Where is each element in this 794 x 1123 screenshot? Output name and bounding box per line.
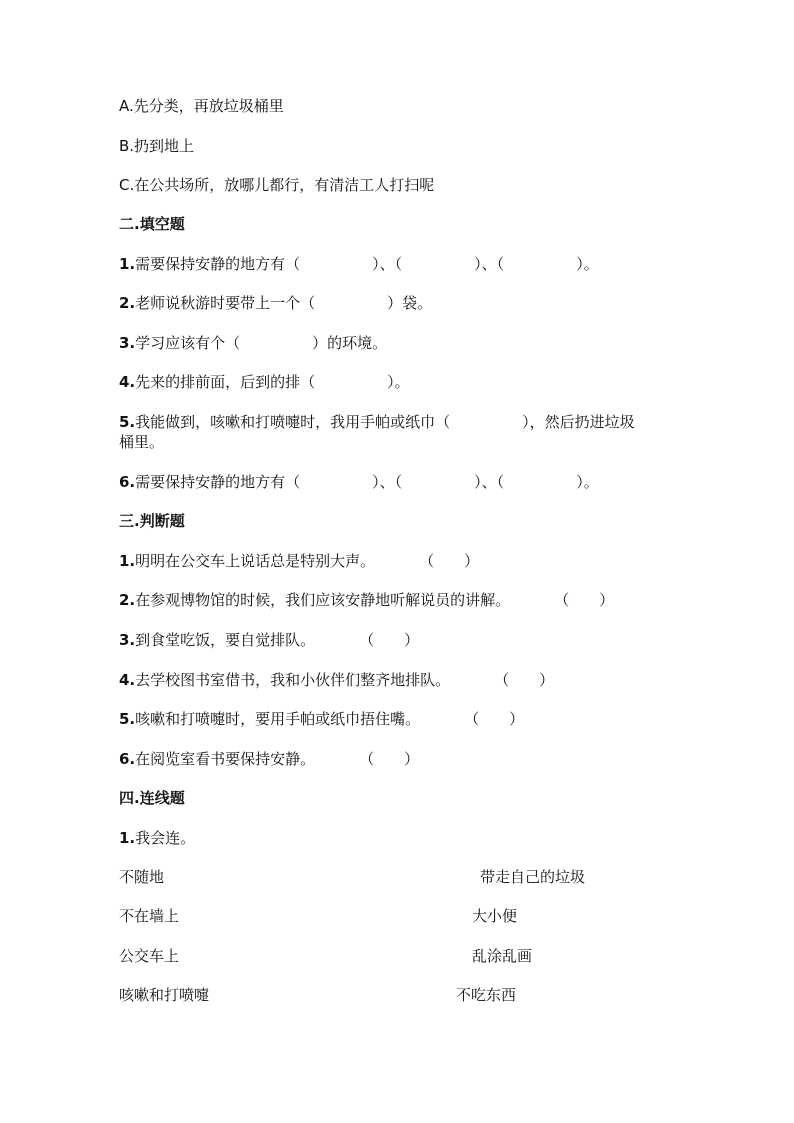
match-left-1: 不随地 (119, 868, 165, 886)
match-q1-num: 1. (119, 829, 136, 847)
judge-item-2-num: 2. (119, 591, 136, 609)
fill-q3-text-a: 学习应该有个（ (135, 334, 241, 352)
match-q1-text: 我会连。 (135, 829, 196, 847)
fill-q4-text-a: 先来的排前面，后到的排（ (135, 373, 316, 391)
fill-q1-text-b: ）、（ (372, 255, 403, 273)
judge-item-5-num: 5. (119, 710, 136, 728)
judge-item-6-text: 在阅览室看书要保持安静。 (135, 750, 316, 768)
judge-item-6-paren: （ ） (359, 750, 420, 768)
match-right-2: 大小便 (472, 907, 518, 925)
match-right-1: 带走自己的垃圾 (480, 868, 586, 886)
match-q1 (119, 828, 195, 848)
fill-q4-text-b: ）。 (387, 373, 410, 391)
fill-q1-text-a: 需要保持安静的地方有（ (135, 255, 301, 273)
fill-q6-text-b: ）、（ (372, 473, 403, 491)
judge-item-1-num: 1. (119, 552, 136, 570)
judge-item-3 (119, 630, 419, 650)
fill-q6-text-a: 需要保持安静的地方有（ (135, 473, 301, 491)
judge-item-6 (119, 749, 419, 769)
fill-q3-num: 3. (119, 334, 136, 352)
match-right-3: 乱涂乱画 (472, 947, 533, 965)
fill-q4-num: 4. (119, 373, 136, 391)
match-left-3: 公交车上 (119, 947, 180, 965)
fill-q5-num: 5. (119, 413, 136, 431)
judge-item-2-paren: （ ） (554, 591, 615, 609)
fill-q2-text-a: 老师说秋游时要带上一个（ (135, 294, 316, 312)
judge-item-6-num: 6. (119, 750, 136, 768)
fill-q1 (119, 254, 599, 274)
section-fill-title: 二.填空题 (119, 215, 185, 233)
fill-q2-num: 2. (119, 294, 136, 312)
fill-q6 (119, 472, 599, 492)
fill-q4 (119, 372, 410, 392)
judge-item-3-text: 到食堂吃饭，要自觉排队。 (135, 631, 316, 649)
judge-item-4-paren: （ ） (494, 671, 555, 689)
judge-item-4 (119, 670, 554, 690)
section-judge-title: 三.判断题 (119, 512, 185, 530)
judge-item-5-text: 咳嗽和打喷嚏时，要用手帕或纸巾捂住嘴。 (135, 710, 421, 728)
fill-q5-continued: 桶里。 (119, 433, 165, 451)
option-a: A.先分类，再放垃圾桶里 (119, 97, 284, 115)
judge-item-1-paren: （ ） (419, 552, 480, 570)
fill-q2-text-b: ）袋。 (387, 294, 433, 312)
fill-q1-text-d: ）。 (576, 255, 599, 273)
fill-q3-text-b: ）的环境。 (312, 334, 388, 352)
judge-item-1 (119, 551, 479, 571)
fill-q5-text-a: 我能做到，咳嗽和打喷嚏时，我用手帕或纸巾（ (135, 413, 451, 431)
fill-q6-text-d: ）。 (576, 473, 599, 491)
match-right-4: 不吃东西 (456, 986, 517, 1004)
match-left-4: 咳嗽和打喷嚏 (119, 986, 210, 1004)
fill-q6-text-c: ）、（ (474, 473, 505, 491)
judge-item-2 (119, 590, 614, 610)
judge-item-4-num: 4. (119, 671, 136, 689)
judge-item-5-paren: （ ） (464, 710, 525, 728)
judge-item-1-text: 明明在公交车上说话总是特别大声。 (135, 552, 376, 570)
fill-q1-text-c: ）、（ (474, 255, 505, 273)
match-left-2: 不在墙上 (119, 907, 180, 925)
fill-q5 (119, 412, 635, 432)
fill-q6-num: 6. (119, 473, 136, 491)
fill-q1-num: 1. (119, 255, 136, 273)
judge-item-4-text: 去学校图书室借书，我和小伙伴们整齐地排队。 (135, 671, 451, 689)
fill-q5-text-b: ），然后扔进垃圾 (522, 413, 635, 431)
judge-item-2-text: 在参观博物馆的时候，我们应该安静地听解说员的讲解。 (135, 591, 511, 609)
option-c: C.在公共场所，放哪儿都行，有清洁工人打扫呢 (119, 176, 435, 194)
judge-item-5 (119, 709, 524, 729)
judge-item-3-paren: （ ） (359, 631, 420, 649)
option-b: B.扔到地上 (119, 137, 195, 155)
judge-item-3-num: 3. (119, 631, 136, 649)
fill-q2 (119, 293, 432, 313)
section-match-title: 四.连线题 (119, 789, 185, 807)
fill-q3 (119, 333, 387, 353)
